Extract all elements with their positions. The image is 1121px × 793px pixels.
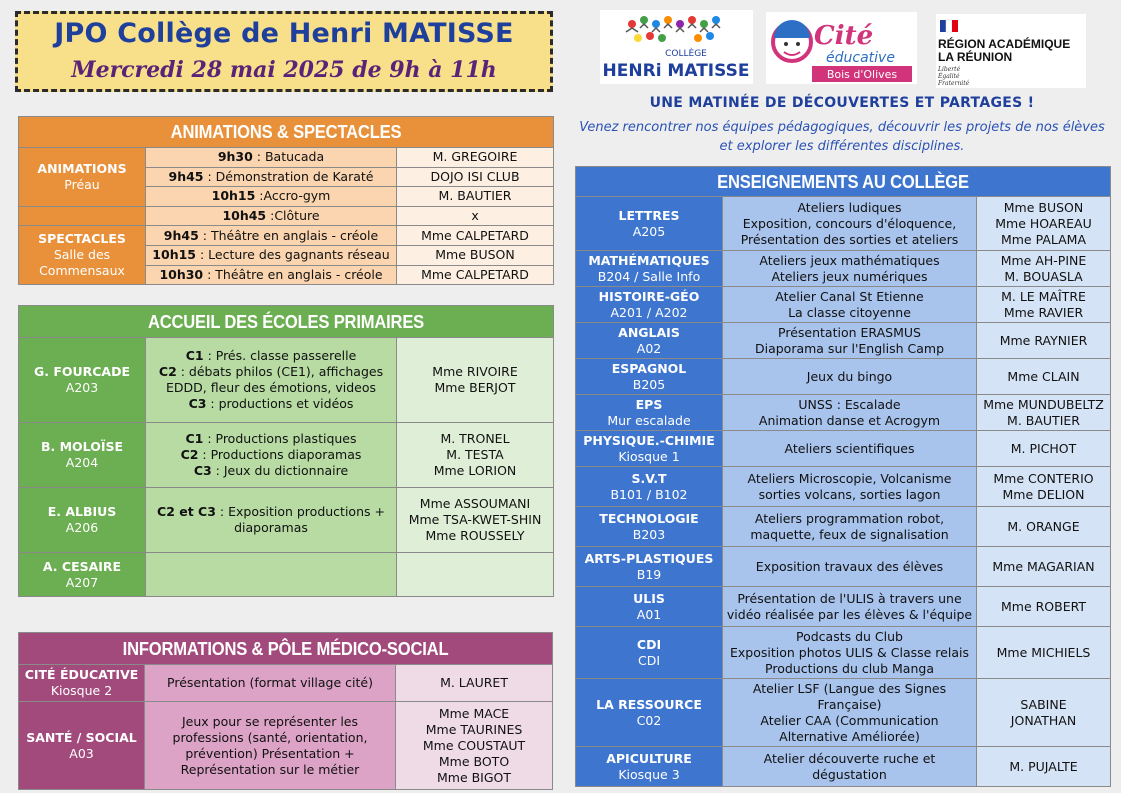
teaching-row <box>576 679 1111 747</box>
school-name: E. ALBIUS A206 <box>19 488 146 553</box>
college-logo-name: HENRi MATISSE <box>602 61 750 81</box>
info-persons: Mme MACE Mme TAURINES Mme COUSTAUT Mme BOTO Mme BIGOT <box>396 702 553 790</box>
spectacles-category: SPECTACLES Salle des Commensaux <box>19 226 146 285</box>
college-logo-top: COLLÈGE <box>665 49 707 59</box>
teaching-row <box>576 627 1111 679</box>
teaching-row <box>576 251 1111 287</box>
subject-activities: Atelier LSF (Langue des Signes Française) Atelier CAA (Communication Alternative Améliorée) <box>723 679 977 747</box>
subject-activities: Ateliers scientifiques <box>723 431 977 467</box>
teaching-row <box>576 587 1111 627</box>
region-motto3: Fraternité <box>938 80 970 87</box>
subject-persons: Mme MAGARIAN <box>977 547 1111 587</box>
subject-name: CDI CDI <box>576 627 723 679</box>
info-header: INFORMATIONS & PÔLE MÉDICO-SOCIAL <box>19 633 553 665</box>
teaching-row <box>576 287 1111 323</box>
subject-activities: Podcasts du Club Exposition photos ULIS & Classe relais Productions du club Manga <box>723 627 977 679</box>
animation-person: DOJO ISI CLUB <box>397 167 554 187</box>
animations-table <box>18 116 554 285</box>
primary-header: ACCUEIL DES ÉCOLES PRIMAIRES <box>19 306 554 338</box>
school-activities <box>146 553 397 597</box>
subject-activities: Ateliers jeux mathématiques Ateliers jeux numériques <box>723 251 977 287</box>
info-activity: Présentation (format village cité) <box>145 665 396 702</box>
region-academique-logo <box>936 14 1086 88</box>
cite-educative-logo <box>766 12 917 84</box>
subject-activities: Présentation de l'ULIS à travers une vidéo réalisée par les élèves & l'équipe <box>723 587 977 627</box>
info-category: CITÉ ÉDUCATIVE Kiosque 2 <box>19 665 145 702</box>
subject-persons: Mme RAYNIER <box>977 323 1111 359</box>
spectacle-person: Mme CALPETARD <box>397 226 554 246</box>
empty-category <box>19 206 146 226</box>
spectacle-row: 9h45 : Théâtre en anglais - créole <box>146 226 397 246</box>
subject-name: EPS Mur escalade <box>576 395 723 431</box>
teaching-row <box>576 507 1111 547</box>
intro-heading: UNE MATINÉE DE DÉCOUVERTES ET PARTAGES ! <box>649 95 1035 111</box>
teaching-row <box>576 395 1111 431</box>
subject-name: ARTS-PLASTIQUES B19 <box>576 547 723 587</box>
region-motto2: Égalité <box>938 73 960 80</box>
subject-name: S.V.T B101 / B102 <box>576 467 723 507</box>
school-activities: C1 : Productions plastiques C2 : Productions diaporamas C3 : Jeux du dictionnaire <box>146 423 397 488</box>
subject-persons: Mme CLAIN <box>977 359 1111 395</box>
school-name: A. CESAIRE A207 <box>19 553 146 597</box>
cite-logo-place: Bois d'Olives <box>826 68 898 81</box>
subject-persons: Mme CONTERIO Mme DELION <box>977 467 1111 507</box>
cite-logo-name: Cité <box>814 21 874 51</box>
animation-row: 10h45 :Clôture <box>146 206 397 226</box>
animation-person: M. BAUTIER <box>397 187 554 207</box>
subject-name: ULIS A01 <box>576 587 723 627</box>
school-name: G. FOURCADE A203 <box>19 338 146 423</box>
subject-name: MATHÉMATIQUES B204 / Salle Info <box>576 251 723 287</box>
teaching-row <box>576 747 1111 787</box>
teaching-row <box>576 197 1111 251</box>
region-line1: RÉGION ACADÉMIQUE <box>938 37 1071 51</box>
animation-person: M. GREGOIRE <box>397 148 554 168</box>
subject-persons: SABINE JONATHAN <box>977 679 1111 747</box>
page-subtitle: Mercredi 28 mai 2025 de 9h à 11h <box>71 57 497 83</box>
teaching-table <box>575 166 1111 787</box>
region-motto1: Liberté <box>938 66 961 73</box>
teaching-row <box>576 323 1111 359</box>
subject-activities: Atelier découverte ruche et dégustation <box>723 747 977 787</box>
subject-activities: Présentation ERASMUS Diaporama sur l'English Camp <box>723 323 977 359</box>
info-persons: M. LAURET <box>396 665 553 702</box>
subject-activities: Exposition travaux des élèves <box>723 547 977 587</box>
subject-name: PHYSIQUE.-CHIMIE Kiosque 1 <box>576 431 723 467</box>
subject-persons: Mme MUNDUBELTZ M. BAUTIER <box>977 395 1111 431</box>
cite-face-icon <box>766 12 917 84</box>
info-activity: Jeux pour se représenter les professions (santé, orientation, prévention) Présentation + Représentation sur le métier <box>145 702 396 790</box>
animations-header: ANIMATIONS & SPECTACLES <box>19 117 554 148</box>
college-figures-icon <box>600 10 753 84</box>
subject-persons: Mme MICHIELS <box>977 627 1111 679</box>
info-table <box>18 632 553 790</box>
spectacle-person: Mme CALPETARD <box>397 265 554 285</box>
subject-name: HISTOIRE-GÉO A201 / A202 <box>576 287 723 323</box>
animation-row: 9h45 : Démonstration de Karaté <box>146 167 397 187</box>
subject-persons: M. LE MAÎTRE Mme RAVIER <box>977 287 1111 323</box>
subject-activities: UNSS : Escalade Animation danse et Acrogym <box>723 395 977 431</box>
subject-name: LETTRES A205 <box>576 197 723 251</box>
school-activities: C1 : Prés. classe passerelle C2 : débats philos (CE1), affichages EDDD, fleur des émotions, videos C3 : productions et vidéos <box>146 338 397 423</box>
subject-name: APICULTURE Kiosque 3 <box>576 747 723 787</box>
teaching-row <box>576 547 1111 587</box>
subject-activities: Jeux du bingo <box>723 359 977 395</box>
teaching-row <box>576 359 1111 395</box>
subject-name: TECHNOLOGIE B203 <box>576 507 723 547</box>
region-line2: LA RÉUNION <box>938 50 1013 64</box>
marianne-icon <box>936 14 1086 88</box>
subject-name: LA RESSOURCE C02 <box>576 679 723 747</box>
subject-activities: Ateliers Microscopie, Volcanisme sorties volcans, sorties lagon <box>723 467 977 507</box>
subject-persons: M. PICHOT <box>977 431 1111 467</box>
school-persons: M. TRONEL M. TESTA Mme LORION <box>397 423 554 488</box>
animations-category: ANIMATIONS Préau <box>19 148 146 207</box>
teaching-header: ENSEIGNEMENTS AU COLLÈGE <box>576 167 1111 197</box>
spectacle-person: Mme BUSON <box>397 245 554 265</box>
subject-persons: Mme ROBERT <box>977 587 1111 627</box>
subject-persons: M. ORANGE <box>977 507 1111 547</box>
title-banner <box>15 11 553 92</box>
subject-activities: Ateliers programmation robot, maquette, feux de signalisation <box>723 507 977 547</box>
school-persons <box>397 553 554 597</box>
subject-persons: Mme BUSON Mme HOAREAU Mme PALAMA <box>977 197 1111 251</box>
spectacle-row: 10h15 : Lecture des gagnants réseau <box>146 245 397 265</box>
spectacle-row: 10h30 : Théâtre en anglais - créole <box>146 265 397 285</box>
subject-activities: Ateliers ludiques Exposition, concours d'éloquence, Présentation des sorties et ateliers <box>723 197 977 251</box>
info-category: SANTÉ / SOCIAL A03 <box>19 702 145 790</box>
subject-persons: M. PUJALTE <box>977 747 1111 787</box>
subject-activities: Atelier Canal St Etienne La classe citoyenne <box>723 287 977 323</box>
teaching-row <box>576 431 1111 467</box>
school-name: B. MOLOÏSE A204 <box>19 423 146 488</box>
subject-name: ESPAGNOL B205 <box>576 359 723 395</box>
animation-row: 10h15 :Accro-gym <box>146 187 397 207</box>
animation-row: 9h30 : Batucada <box>146 148 397 168</box>
animation-person: x <box>397 206 554 226</box>
subject-persons: Mme AH-PINE M. BOUASLA <box>977 251 1111 287</box>
school-activities: C2 et C3 : Exposition productions + diaporamas <box>146 488 397 553</box>
school-persons: Mme ASSOUMANI Mme TSA-KWET-SHIN Mme ROUSSELY <box>397 488 554 553</box>
teaching-row <box>576 467 1111 507</box>
intro-text: Venez rencontrer nos équipes pédagogiques, découvrir les projets de nos élèves et explorer les différentes disciplines. <box>579 120 1105 154</box>
primary-schools-table <box>18 305 554 597</box>
page-title: JPO Collège de Henri MATISSE <box>54 18 514 49</box>
cite-logo-sub: éducative <box>826 50 895 66</box>
college-logo <box>600 10 753 84</box>
school-persons: Mme RIVOIRE Mme BERJOT <box>397 338 554 423</box>
subject-name: ANGLAIS A02 <box>576 323 723 359</box>
